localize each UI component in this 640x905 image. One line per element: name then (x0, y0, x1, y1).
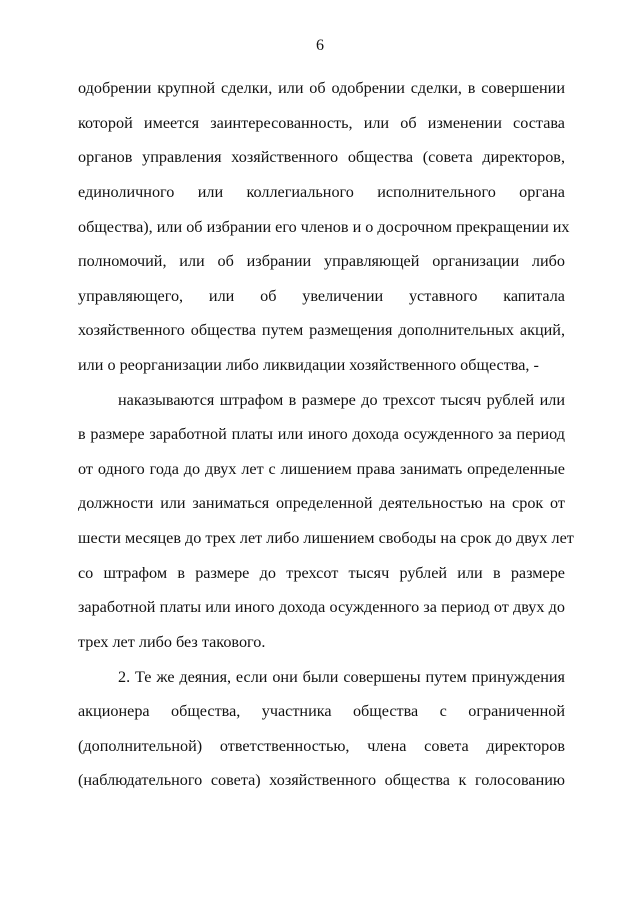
text-line: заработной платы или иного дохода осужденного за период от двух до (78, 598, 565, 616)
text-line: которой имеется заинтересованность, или об изменении состава (78, 114, 565, 132)
text-line: (дополнительной) ответственностью, члена совета директоров (78, 737, 565, 755)
paragraph-first-line: наказываются штрафом в размере до трехсот тысяч рублей или (118, 391, 565, 409)
page-number: 6 (316, 37, 324, 54)
text-line: должности или заниматься определенной деятельностью на срок от (78, 494, 565, 512)
text-line: в размере заработной платы или иного дохода осужденного за период (78, 425, 565, 443)
text-line: хозяйственного общества путем размещения дополнительных акций, (78, 321, 565, 339)
text-line: акционера общества, участника общества с ограниченной (78, 702, 565, 720)
text-line: общества), или об избрании его членов и о досрочном прекращении их (78, 218, 570, 236)
text-line: полномочий, или об избрании управляющей организации либо (78, 252, 565, 270)
text-line: или о реорганизации либо ликвидации хозяйственного общества, - (78, 356, 539, 374)
text-line: управляющего, или об увеличении уставного капитала (78, 287, 565, 305)
text-line: единоличного или коллегиального исполнительного органа (78, 183, 565, 201)
text-line: одобрении крупной сделки, или об одобрении сделки, в совершении (78, 79, 565, 97)
text-line: шести месяцев до трех лет либо лишением свободы на срок до двух лет (78, 529, 574, 547)
text-line: со штрафом в размере до трехсот тысяч рублей или в размере (78, 564, 565, 582)
text-line: от одного года до двух лет с лишением права занимать определенные (78, 460, 565, 478)
text-line: органов управления хозяйственного общества (совета директоров, (78, 148, 565, 166)
text-line: трех лет либо без такового. (78, 633, 266, 651)
text-line: (наблюдательного совета) хозяйственного общества к голосованию (78, 771, 565, 789)
paragraph-first-line: 2. Те же деяния, если они были совершены путем принуждения (118, 668, 565, 686)
